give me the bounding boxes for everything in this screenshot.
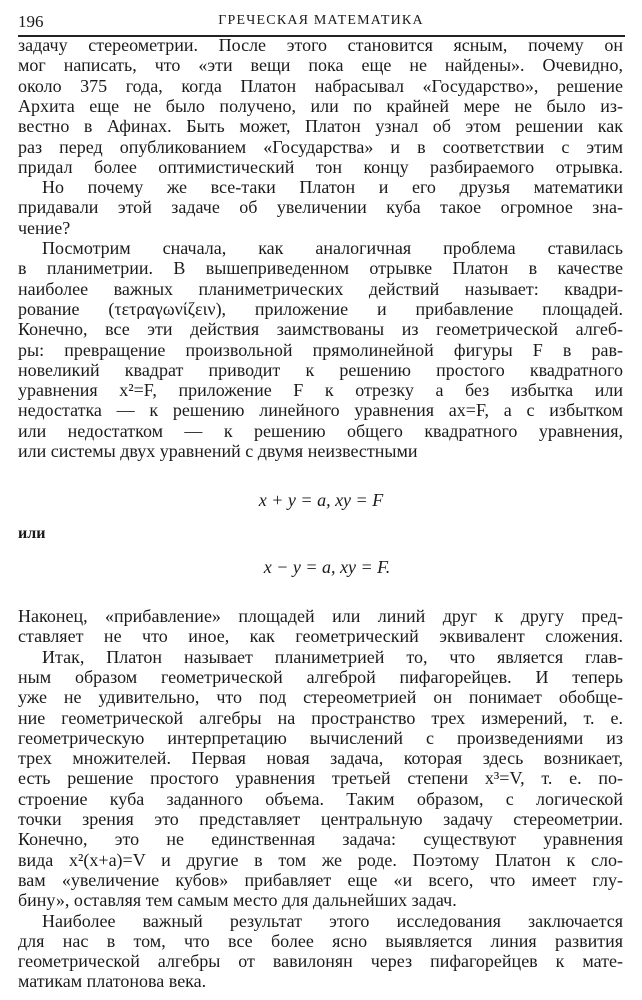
text-line: матикам платонова века. [18,971,207,992]
text-line: вестно в Афинах. Быть может, Платон узнал об этом решении как [18,116,623,137]
text-line: Конечно, все эти действия заимствованы из геометрической алгеб- [18,319,623,340]
text-line: Конечно, это не единственная задача: существуют уравнения [18,829,623,850]
text-line: в планиметрии. В вышеприведенном отрывке Платон в качестве [18,258,623,279]
text-line: или недостатком — к решению общего квадратного уравнения, [18,420,623,441]
text-line: Посмотрим сначала, как аналогичная проблема ставилась [42,238,623,258]
text-line: придавали этой задаче об увеличении куба такое огромное зна- [18,197,623,218]
text-line: Наконец, «прибавление» площадей или линий друг к другу пред- [18,606,623,626]
text-line: есть решение простого уравнения третьей степени x³=V, т. е. по- [18,768,623,789]
text-line: ние геометрической алгебры на пространство трех измерений, т. е. [18,707,623,728]
equation-system-difference: x − y = a, xy = F. [263,557,391,577]
text-line: раз перед опубликованием «Государства» и в соответствии с этим [18,136,623,157]
running-title: ГРЕЧЕСКАЯ МАТЕМАТИКА [218,13,424,28]
connector-word: или [18,525,46,542]
text-line: мог написать, что «эти вещи пока еще не найдены». Очевидно, [18,55,623,76]
text-line: около 375 года, когда Платон набрасывал «Государство», решение [18,75,623,96]
text-line: для нас в том, что все более ясно выявляется линия развития [18,930,623,951]
text-line: Наиболее важный результат этого исследования заключается [42,910,623,931]
text-line: чение? [18,217,71,238]
text-line: Архита еще не было получено, или по крайней мере не было из- [18,95,623,116]
text-line: геометрическую интерпретацию вычислений с произведениями из [18,727,623,748]
text-line: трех множителей. Первая новая задача, которая здесь возникает, [18,748,623,769]
equation-system-sum: x + y = a, xy = F [258,490,384,510]
text-line: новеликий квадрат приводит к решению простого квадратного [18,359,623,380]
text-line: вида x²(x+a)=V и другие в том же роде. Поэтому Платон к сло- [18,849,623,870]
text-line: ставляет не что иное, как геометрический эквивалент сложения. [18,626,623,647]
text-line: бину», оставляя тем самым место для дальнейших задач. [18,890,457,911]
text-line: Но почему же все-таки Платон и его друзья математики [42,177,623,198]
text-line: уже не удивительно, что под стереометрией он понимает обобще- [18,687,623,708]
text-line: геометрической алгебры от вавилонян через пифагорейцев к мате- [18,951,623,972]
text-line: наиболее важных планиметрических действий называет: квадри- [18,278,623,299]
text-line: недостатка — к решению линейного уравнения ax=F, а с избытком [18,400,623,421]
page-number: 196 [18,12,44,31]
text-line: ным образом геометрической алгеброй пифагорейцев. И теперь [18,666,623,687]
text-line: придал более оптимистический тон концу разбираемого отрывка. [18,156,623,177]
text-line: или системы двух уравнений с двумя неизвестными [18,441,418,461]
text-line: ры: превращение произвольной прямолинейной фигуры F в рав- [18,339,623,360]
text-line: Итак, Платон называет планиметрией то, что является глав- [42,646,623,667]
text-line: рование (τετραγωνίζειν), приложение и прибавление площадей. [18,298,623,319]
text-line: задачу стереометрии. После этого становится ясным, почему он [18,35,623,55]
text-line: уравнения x²=F, приложение F к отрезку a без избытка или [18,380,623,401]
text-line: точки зрения это представляет центральную задачу стереометрии. [18,809,623,829]
text-line: вам «увеличение кубов» прибавляет еще «и всего, что имеет глу- [18,869,623,890]
text-line: строение куба заданного объема. Таким образом, с логической [18,788,623,809]
